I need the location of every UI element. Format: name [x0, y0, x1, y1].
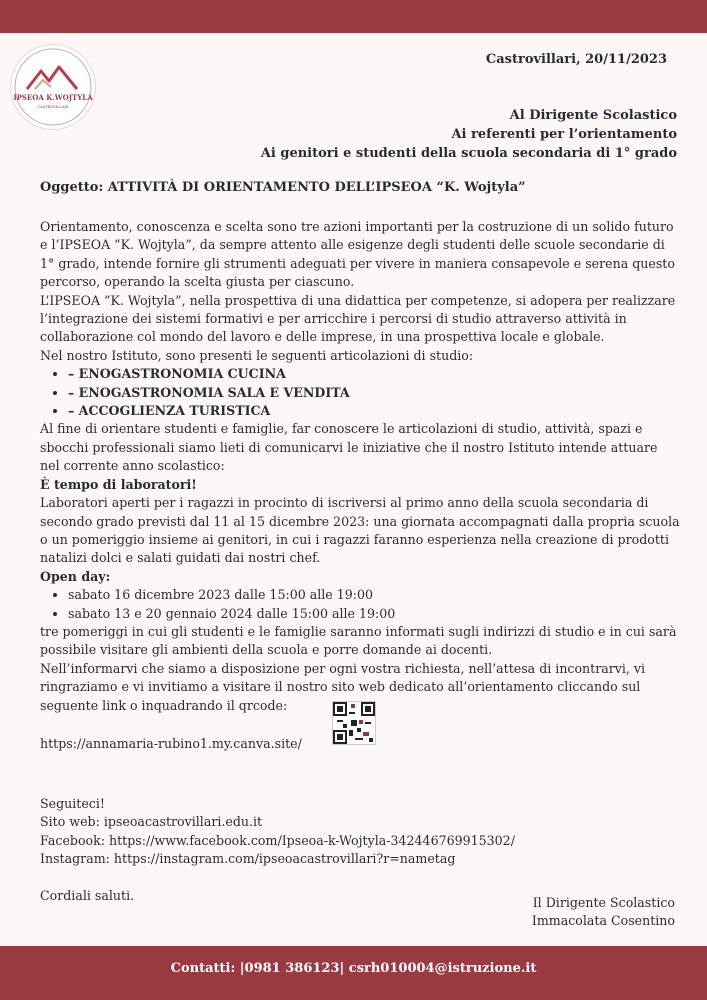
website-line[interactable]: Sito web: ipseoacastrovillari.edu.it — [40, 814, 263, 830]
open-day-item: • sabato 16 dicembre 2023 dalle 15:00 alle 19:00 — [68, 586, 680, 604]
closing-line: Cordiali saluti. — [40, 887, 135, 903]
course-item: • – ENOGASTRONOMIA CUCINA — [68, 365, 680, 383]
recipient-line: Al Dirigente Scolastico — [509, 108, 677, 123]
paragraph: tre pomeriggi in cui gli studenti e le famiglie saranno informati sugli indirizzi di studio e in cui sarà possibile visitare gli ambienti della scuola e porre domande ai docenti. — [40, 623, 677, 658]
place-date: Castrovillari, 20/11/2023 — [485, 52, 667, 67]
logo-sub: CASTROVILLARI — [37, 105, 69, 109]
course-item: • – ENOGASTRONOMIA SALA E VENDITA — [68, 384, 680, 402]
recipient-line: Ai genitori e studenti della scuola secondaria di 1° grado — [260, 146, 677, 161]
open-day-list — [40, 586, 680, 623]
top-band — [0, 0, 707, 33]
school-logo — [10, 44, 96, 130]
orientation-link[interactable]: https://annamaria-rubino1.my.canva.site/ — [40, 735, 302, 751]
paragraph: Nell’informarvi che siamo a disposizione per ogni vostra richiesta, nell’attesa di incontrarvi, vi ringraziamo e vi invitiamo a visitare il nostro sito web dedicato all’orientamento cliccando sul seguente link o inquadrando il qrcode: — [40, 660, 646, 713]
course-list — [40, 365, 680, 420]
recipients — [261, 106, 677, 163]
signature-name: Immacolata Cosentino — [531, 913, 675, 928]
letter-body — [40, 218, 680, 905]
instagram-line[interactable]: Instagram: https://instagram.com/ipseoacastrovillari?r=nametag — [40, 851, 456, 867]
spacer — [40, 777, 680, 795]
follow-line: Seguiteci! — [40, 795, 105, 811]
recipient-line: Ai referenti per l’orientamento — [451, 127, 677, 142]
open-day-heading: Open day: — [40, 568, 111, 584]
open-day-item: • sabato 13 e 20 gennaio 2024 dalle 15:00 alle 19:00 — [68, 605, 680, 623]
paragraph: Nel nostro Istituto, sono presenti le seguenti articolazioni di studio: — [40, 347, 474, 363]
facebook-line[interactable]: Facebook: https://www.facebook.com/Ipseoa-k-Wojtyla-342446769915302/ — [40, 832, 515, 848]
signature — [532, 894, 675, 930]
lab-heading: È tempo di laboratori! — [40, 476, 197, 492]
subject-line: Oggetto: ATTIVITÀ DI ORIENTAMENTO DELL’IPSEOA “K. Wojtyla” — [40, 180, 526, 195]
qr-row — [40, 715, 680, 777]
paragraph: Laboratori aperti per i ragazzi in procinto di iscriversi al primo anno della scuola secondaria di secondo grado previsti dal 11 al 15 dicembre 2023: una giornata accompagnati dalla propria scuola o un pomeriggio insieme ai genitori, in cui i ragazzi faranno esperienza nella creazione di prodotti natalizi dolci e salati guidati dai nostri chef. — [40, 495, 680, 566]
qr-code[interactable] — [332, 701, 376, 745]
logo-name: IPSEOA K.WOJTYLA — [13, 93, 93, 102]
footer-contacts: Contatti: |0981 386123| csrh010004@istruzione.it — [170, 961, 537, 976]
paragraph: Al fine di orientare studenti e famiglie, far conoscere le articolazioni di studio, attività, spazi e sbocchi professionali siamo lieti di comunicarvi le iniziative che il nostro Istituto intende attuare nel corrente anno scolastico: — [40, 421, 658, 474]
paragraph: Orientamento, conoscenza e scelta sono tre azioni importanti per la costruzione di un solido futuro e l’IPSEOA “K. Wojtyla”, da sempre attento alle esigenze degli studenti delle scuole secondarie di 1° grado, intende fornire gli strumenti adeguati per vivere in maniera consapevole e serena questo percorso, operando la scelta giusta per ciascuno. — [40, 219, 675, 290]
paragraph: L’IPSEOA “K. Wojtyla”, nella prospettiva di una didattica per competenze, si adopera per realizzare l’integrazione dei sistemi formativi e per arricchire i percorsi di studio attraverso attività in collaborazione col mondo del lavoro e delle imprese, in una prospettiva locale e globale. — [40, 292, 676, 345]
spacer — [40, 869, 680, 887]
course-item: • – ACCOGLIENZA TURISTICA — [68, 402, 680, 420]
signature-title: Il Dirigente Scolastico — [532, 895, 675, 910]
